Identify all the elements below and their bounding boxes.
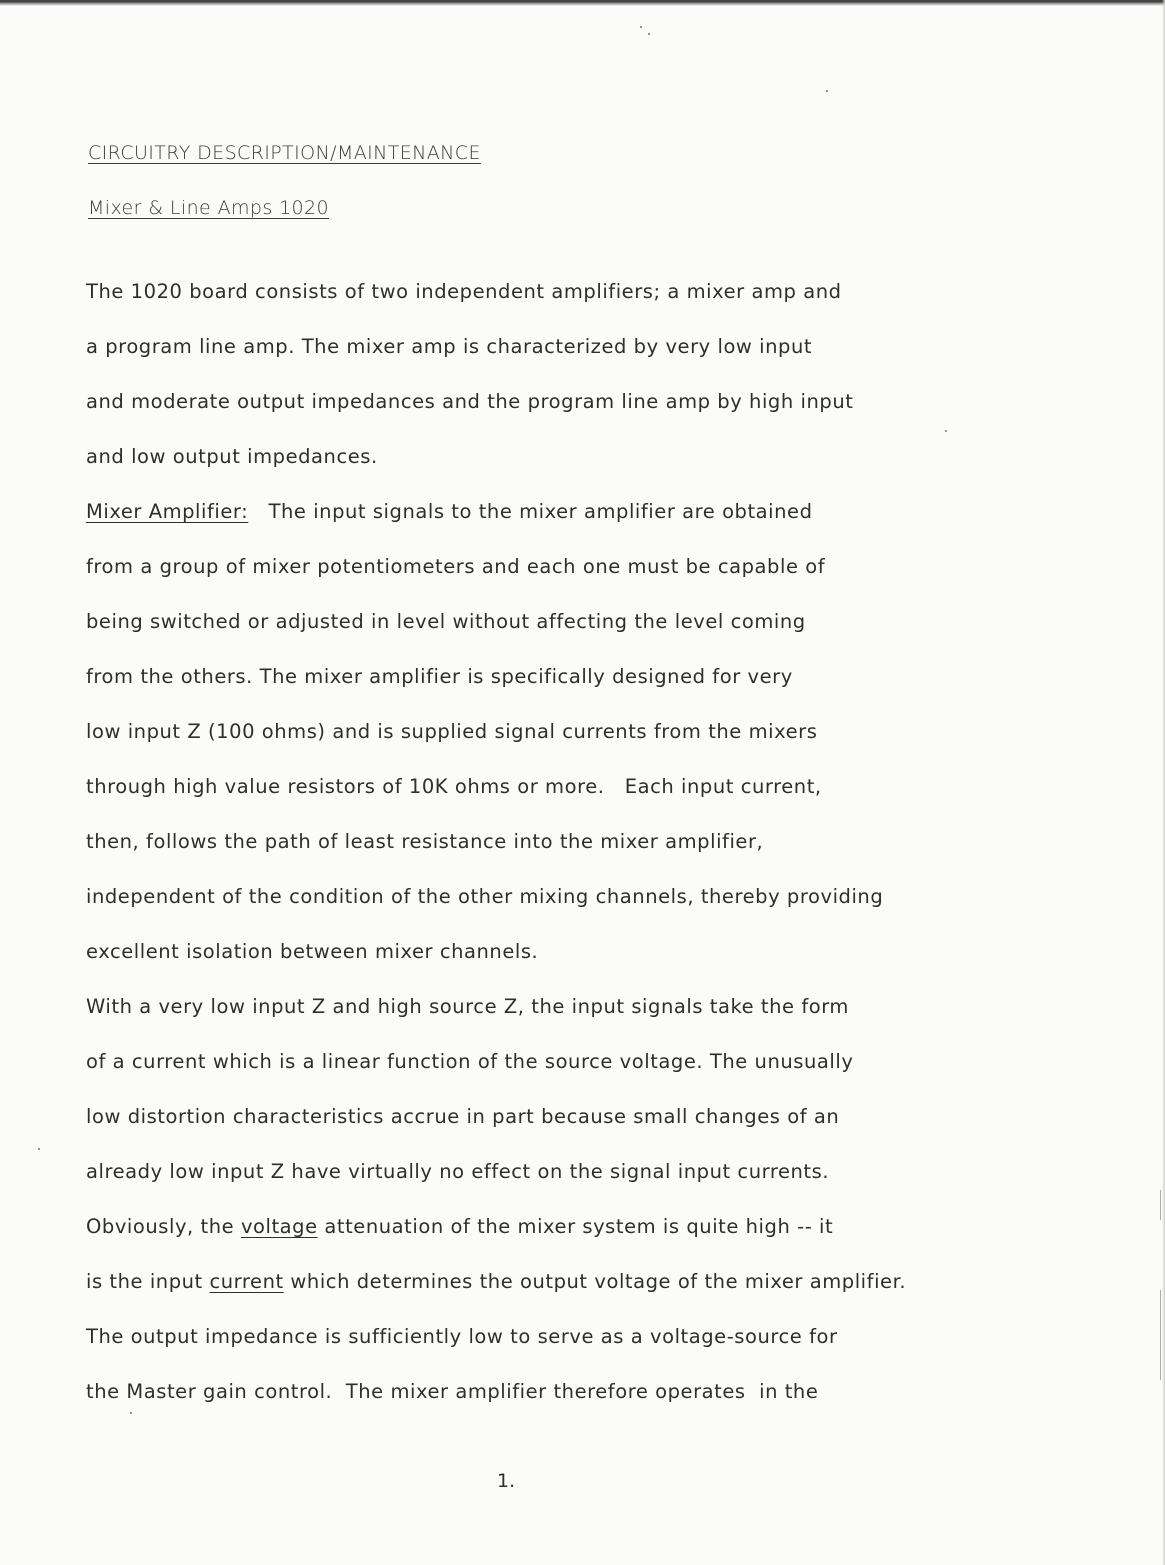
body-line: being switched or adjusted in level without affecting the level coming	[86, 610, 806, 633]
body-text: The input signals to the mixer amplifier are obtained	[248, 500, 813, 523]
body-line: The output impedance is sufficiently low to serve as a voltage-source for	[86, 1325, 838, 1348]
scan-speck	[640, 26, 642, 28]
body-line: The 1020 board consists of two independent amplifiers; a mixer amp and	[86, 280, 842, 303]
body-line: a program line amp. The mixer amp is characterized by very low input	[86, 335, 813, 358]
body-line: excellent isolation between mixer channels.	[86, 940, 539, 963]
body-line: and moderate output impedances and the program line amp by high input	[86, 390, 854, 413]
body-line: of a current which is a linear function of the source voltage. The unusually	[86, 1050, 854, 1073]
scan-speck	[945, 430, 947, 432]
body-line: from the others. The mixer amplifier is specifically designed for very	[86, 665, 793, 688]
body-line: independent of the condition of the other mixing channels, thereby providing	[86, 885, 884, 908]
scan-speck	[648, 33, 650, 35]
scan-speck	[1160, 1190, 1161, 1220]
emphasis-current: current	[209, 1270, 284, 1293]
body-line: through high value resistors of 10K ohms or more. Each input current,	[86, 775, 822, 798]
body-text: which determines the output voltage of the mixer amplifier.	[283, 1270, 907, 1293]
body-line: already low input Z have virtually no effect on the signal input currents.	[86, 1160, 830, 1183]
body-line: With a very low input Z and high source Z, the input signals take the form	[86, 995, 849, 1018]
section-title: CIRCUITRY DESCRIPTION/MAINTENANCE	[88, 142, 481, 164]
body-line: low input Z (100 ohms) and is supplied signal currents from the mixers	[86, 720, 818, 743]
body-line	[86, 500, 813, 524]
body-text: attenuation of the mixer system is quite high -- it	[317, 1215, 834, 1238]
body-line: and low output impedances.	[86, 445, 378, 468]
page-number: 1.	[497, 1470, 516, 1492]
body-line	[86, 1270, 906, 1294]
scan-speck	[130, 1412, 132, 1414]
body-line: the Master gain control. The mixer amplifier therefore operates in the	[86, 1380, 819, 1403]
body-text: Obviously, the	[86, 1215, 241, 1238]
emphasis-voltage: voltage	[240, 1215, 318, 1238]
page-top-edge	[0, 0, 1165, 6]
scan-speck	[1160, 1290, 1161, 1380]
scan-speck	[826, 90, 828, 92]
scan-speck	[38, 1148, 40, 1150]
subsection-title: Mixer & Line Amps 1020	[88, 197, 330, 219]
mixer-amplifier-label: Mixer Amplifier:	[86, 500, 249, 523]
body-line: low distortion characteristics accrue in part because small changes of an	[86, 1105, 840, 1128]
body-line: then, follows the path of least resistance into the mixer amplifier,	[86, 830, 764, 853]
body-line: from a group of mixer potentiometers and each one must be capable of	[86, 555, 826, 578]
body-line	[86, 1215, 833, 1239]
body-text: is the input	[86, 1270, 210, 1293]
